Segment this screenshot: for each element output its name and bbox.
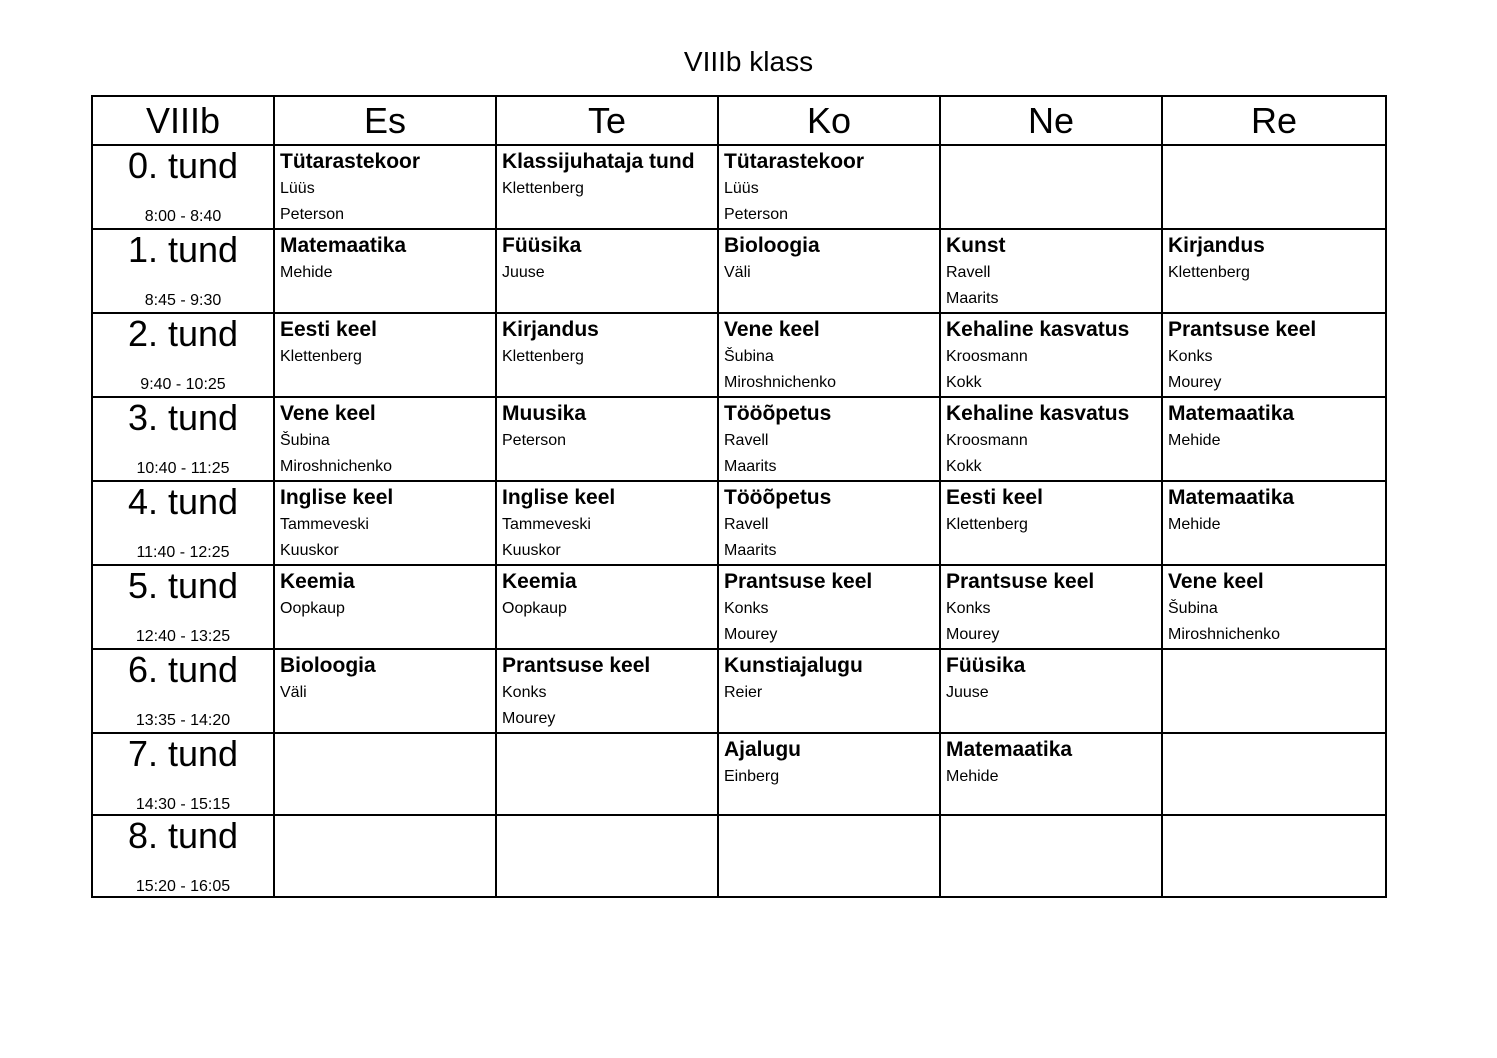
lesson-row bbox=[92, 733, 1386, 815]
day-header-ko: Ko bbox=[718, 96, 940, 145]
lesson-cell bbox=[718, 313, 940, 397]
lesson-entry bbox=[719, 398, 939, 480]
subject-name: Kehaline kasvatus bbox=[946, 318, 1130, 341]
subject-name: Matemaatika bbox=[1168, 402, 1295, 425]
lesson-entry bbox=[497, 314, 717, 370]
teacher-name: Kuuskor bbox=[280, 542, 339, 559]
subject-name: Bioloogia bbox=[280, 654, 376, 677]
teacher-name: Oopkaup bbox=[280, 600, 345, 617]
lesson-time: 10:40 - 11:25 bbox=[136, 460, 230, 477]
lesson-slot bbox=[92, 649, 274, 733]
teacher-name: Miroshnichenko bbox=[1168, 626, 1281, 643]
teacher-name: Klettenberg bbox=[502, 180, 584, 197]
subject-name: Tütarastekoor bbox=[280, 150, 421, 173]
lesson-entry bbox=[497, 566, 717, 622]
subject-name: Ajalugu bbox=[724, 738, 801, 761]
teacher-name: Peterson bbox=[724, 206, 789, 223]
teacher-name: Oopkaup bbox=[502, 600, 567, 617]
lesson-cell bbox=[274, 313, 496, 397]
lesson-entry bbox=[275, 566, 495, 622]
lesson-cell bbox=[496, 649, 718, 733]
lesson-entry bbox=[497, 146, 717, 202]
lesson-cell bbox=[718, 229, 940, 313]
lesson-row bbox=[92, 481, 1386, 565]
lesson-entry bbox=[941, 482, 1161, 538]
subject-name: Eesti keel bbox=[946, 486, 1043, 509]
day-header-es: Es bbox=[274, 96, 496, 145]
teacher-name: Mehide bbox=[1168, 516, 1221, 533]
lesson-entry bbox=[941, 230, 1161, 312]
lesson-cell bbox=[940, 397, 1162, 481]
teacher-name: Tammeveski bbox=[280, 516, 369, 533]
lesson-entry bbox=[719, 482, 939, 564]
teacher-name: Mehide bbox=[280, 264, 333, 281]
lesson-cell bbox=[718, 649, 940, 733]
lesson-time: 9:40 - 10:25 bbox=[140, 376, 226, 393]
subject-name: Prantsuse keel bbox=[946, 570, 1095, 593]
lesson-cell bbox=[496, 313, 718, 397]
lesson-slot bbox=[92, 397, 274, 481]
teacher-name: Lüüs bbox=[280, 180, 315, 197]
teacher-name: Juuse bbox=[502, 264, 545, 281]
lesson-time: 11:40 - 12:25 bbox=[136, 544, 230, 561]
lesson-cell bbox=[940, 229, 1162, 313]
teacher-name: Konks bbox=[502, 684, 547, 701]
teacher-name: Kroosmann bbox=[946, 348, 1028, 365]
header-row bbox=[92, 96, 1386, 145]
subject-name: Inglise keel bbox=[502, 486, 616, 509]
teacher-name: Juuse bbox=[946, 684, 989, 701]
lesson-time: 8:00 - 8:40 bbox=[144, 208, 222, 225]
teacher-name: Ravell bbox=[724, 516, 769, 533]
subject-name: Prantsuse keel bbox=[502, 654, 651, 677]
teacher-name: Konks bbox=[1168, 348, 1213, 365]
teacher-name: Klettenberg bbox=[946, 516, 1028, 533]
teacher-name: Mehide bbox=[946, 768, 999, 785]
teacher-name: Lüüs bbox=[724, 180, 759, 197]
subject-name: Kirjandus bbox=[502, 318, 599, 341]
subject-name: Muusika bbox=[502, 402, 587, 425]
subject-name: Füüsika bbox=[946, 654, 1026, 677]
teacher-name: Šubina bbox=[1168, 600, 1218, 617]
subject-name: Kirjandus bbox=[1168, 234, 1265, 257]
empty-cell bbox=[274, 815, 496, 897]
teacher-name: Miroshnichenko bbox=[724, 374, 837, 391]
subject-name: Prantsuse keel bbox=[1168, 318, 1317, 341]
teacher-name: Klettenberg bbox=[280, 348, 362, 365]
empty-cell bbox=[1162, 815, 1386, 897]
lesson-entry bbox=[497, 398, 717, 454]
timetable bbox=[91, 95, 1387, 898]
lesson-number: 5. tund bbox=[127, 565, 239, 606]
lesson-slot bbox=[92, 229, 274, 313]
lesson-entry bbox=[719, 230, 939, 286]
teacher-name: Maarits bbox=[724, 458, 777, 475]
lesson-cell bbox=[1162, 313, 1386, 397]
lesson-number: 2. tund bbox=[127, 313, 239, 354]
empty-cell bbox=[274, 733, 496, 815]
lesson-entry bbox=[941, 314, 1161, 396]
subject-name: Keemia bbox=[502, 570, 577, 593]
teacher-name: Maarits bbox=[946, 290, 999, 307]
lesson-entry bbox=[719, 566, 939, 648]
lesson-entry bbox=[1163, 314, 1385, 396]
day-header-te: Te bbox=[496, 96, 718, 145]
teacher-name: Maarits bbox=[724, 542, 777, 559]
lesson-entry bbox=[1163, 566, 1385, 648]
lesson-entry bbox=[719, 314, 939, 396]
lesson-number: 1. tund bbox=[127, 229, 239, 270]
lesson-entry bbox=[1163, 482, 1385, 538]
subject-name: Kehaline kasvatus bbox=[946, 402, 1130, 425]
teacher-name: Kokk bbox=[946, 374, 982, 391]
subject-name: Matemaatika bbox=[280, 234, 407, 257]
lesson-entry bbox=[275, 230, 495, 286]
lesson-cell bbox=[718, 145, 940, 229]
subject-name: Tööõpetus bbox=[724, 486, 832, 509]
lesson-time: 8:45 - 9:30 bbox=[144, 292, 222, 309]
lesson-cell bbox=[940, 649, 1162, 733]
lesson-cell bbox=[1162, 229, 1386, 313]
teacher-name: Mourey bbox=[502, 710, 556, 727]
teacher-name: Mourey bbox=[1168, 374, 1222, 391]
teacher-name: Konks bbox=[724, 600, 769, 617]
empty-cell bbox=[1162, 649, 1386, 733]
lesson-cell bbox=[718, 565, 940, 649]
subject-name: Bioloogia bbox=[724, 234, 820, 257]
subject-name: Füüsika bbox=[502, 234, 582, 257]
teacher-name: Tammeveski bbox=[502, 516, 591, 533]
day-header-ne: Ne bbox=[940, 96, 1162, 145]
lesson-entry bbox=[497, 650, 717, 732]
lesson-cell bbox=[274, 565, 496, 649]
subject-name: Inglise keel bbox=[280, 486, 394, 509]
teacher-name: Mourey bbox=[946, 626, 1000, 643]
lesson-row bbox=[92, 229, 1386, 313]
subject-name: Matemaatika bbox=[946, 738, 1073, 761]
teacher-name: Reier bbox=[724, 684, 763, 701]
teacher-name: Ravell bbox=[946, 264, 991, 281]
subject-name: Tööõpetus bbox=[724, 402, 832, 425]
lesson-row bbox=[92, 397, 1386, 481]
lesson-time: 12:40 - 13:25 bbox=[135, 628, 231, 645]
lesson-cell bbox=[496, 145, 718, 229]
lesson-entry bbox=[275, 146, 495, 228]
lesson-slot bbox=[92, 733, 274, 815]
lesson-entry bbox=[1163, 398, 1385, 454]
empty-cell bbox=[496, 815, 718, 897]
subject-name: Eesti keel bbox=[280, 318, 377, 341]
teacher-name: Kokk bbox=[946, 458, 982, 475]
lesson-cell bbox=[496, 565, 718, 649]
lesson-cell bbox=[718, 397, 940, 481]
lesson-entry bbox=[719, 650, 939, 706]
subject-name: Prantsuse keel bbox=[724, 570, 873, 593]
lesson-entry bbox=[941, 734, 1161, 790]
lesson-cell bbox=[496, 229, 718, 313]
timetable-body bbox=[92, 145, 1386, 897]
lesson-cell bbox=[718, 481, 940, 565]
subject-name: Vene keel bbox=[280, 402, 376, 425]
lesson-cell bbox=[274, 481, 496, 565]
lesson-entry bbox=[275, 398, 495, 480]
lesson-cell bbox=[940, 313, 1162, 397]
empty-cell bbox=[940, 145, 1162, 229]
lesson-row bbox=[92, 565, 1386, 649]
lesson-number: 4. tund bbox=[127, 481, 239, 522]
teacher-name: Einberg bbox=[724, 768, 780, 785]
lesson-slot bbox=[92, 145, 274, 229]
lesson-time: 15:20 - 16:05 bbox=[135, 878, 231, 895]
lesson-entry bbox=[719, 734, 939, 790]
teacher-name: Ravell bbox=[724, 432, 769, 449]
empty-cell bbox=[1162, 145, 1386, 229]
lesson-entry bbox=[719, 146, 939, 228]
lesson-cell bbox=[496, 481, 718, 565]
lesson-row bbox=[92, 649, 1386, 733]
teacher-name: Peterson bbox=[280, 206, 345, 223]
lesson-number: 8. tund bbox=[127, 815, 239, 856]
subject-name: Vene keel bbox=[724, 318, 820, 341]
subject-name: Kunst bbox=[946, 234, 1006, 257]
lesson-slot bbox=[92, 481, 274, 565]
lesson-entry bbox=[1163, 230, 1385, 286]
lesson-cell bbox=[940, 733, 1162, 815]
teacher-name: Väli bbox=[280, 684, 307, 701]
lesson-cell bbox=[274, 397, 496, 481]
lesson-entry bbox=[941, 566, 1161, 648]
teacher-name: Kroosmann bbox=[946, 432, 1028, 449]
teacher-name: Väli bbox=[724, 264, 751, 281]
lesson-number: 7. tund bbox=[127, 733, 239, 774]
lesson-cell bbox=[718, 733, 940, 815]
lesson-slot bbox=[92, 313, 274, 397]
teacher-name: Klettenberg bbox=[502, 348, 584, 365]
teacher-name: Mehide bbox=[1168, 432, 1221, 449]
subject-name: Tütarastekoor bbox=[724, 150, 865, 173]
day-header-re: Re bbox=[1162, 96, 1386, 145]
lesson-entry bbox=[941, 650, 1161, 706]
teacher-name: Peterson bbox=[502, 432, 567, 449]
corner-label: VIIIb bbox=[92, 96, 274, 145]
teacher-name: Miroshnichenko bbox=[280, 458, 393, 475]
teacher-name: Mourey bbox=[724, 626, 778, 643]
lesson-cell bbox=[1162, 397, 1386, 481]
lesson-number: 3. tund bbox=[127, 397, 239, 438]
empty-cell bbox=[496, 733, 718, 815]
lesson-cell bbox=[496, 397, 718, 481]
teacher-name: Konks bbox=[946, 600, 991, 617]
teacher-name: Klettenberg bbox=[1168, 264, 1250, 281]
empty-cell bbox=[940, 815, 1162, 897]
lesson-entry bbox=[275, 314, 495, 370]
page-title: VIIIb klass bbox=[683, 46, 814, 77]
lesson-cell bbox=[1162, 481, 1386, 565]
lesson-cell bbox=[274, 649, 496, 733]
lesson-time: 14:30 - 15:15 bbox=[135, 796, 231, 813]
teacher-name: Šubina bbox=[280, 432, 330, 449]
teacher-name: Šubina bbox=[724, 348, 774, 365]
lesson-slot bbox=[92, 565, 274, 649]
lesson-row bbox=[92, 145, 1386, 229]
subject-name: Klassijuhataja tund bbox=[502, 150, 695, 173]
lesson-number: 0. tund bbox=[127, 145, 239, 186]
lesson-cell bbox=[274, 229, 496, 313]
lesson-cell bbox=[940, 565, 1162, 649]
subject-name: Kunstiajalugu bbox=[724, 654, 863, 677]
lesson-row bbox=[92, 815, 1386, 897]
teacher-name: Kuuskor bbox=[502, 542, 561, 559]
lesson-time: 13:35 - 14:20 bbox=[135, 712, 231, 729]
lesson-number: 6. tund bbox=[127, 649, 239, 690]
empty-cell bbox=[1162, 733, 1386, 815]
lesson-entry bbox=[497, 230, 717, 286]
lesson-slot bbox=[92, 815, 274, 897]
lesson-entry bbox=[275, 650, 495, 706]
lesson-cell bbox=[1162, 565, 1386, 649]
lesson-cell bbox=[274, 145, 496, 229]
empty-cell bbox=[718, 815, 940, 897]
lesson-cell bbox=[940, 481, 1162, 565]
subject-name: Keemia bbox=[280, 570, 355, 593]
lesson-row bbox=[92, 313, 1386, 397]
subject-name: Vene keel bbox=[1168, 570, 1264, 593]
lesson-entry bbox=[941, 398, 1161, 480]
lesson-entry bbox=[275, 482, 495, 564]
subject-name: Matemaatika bbox=[1168, 486, 1295, 509]
lesson-entry bbox=[497, 482, 717, 564]
